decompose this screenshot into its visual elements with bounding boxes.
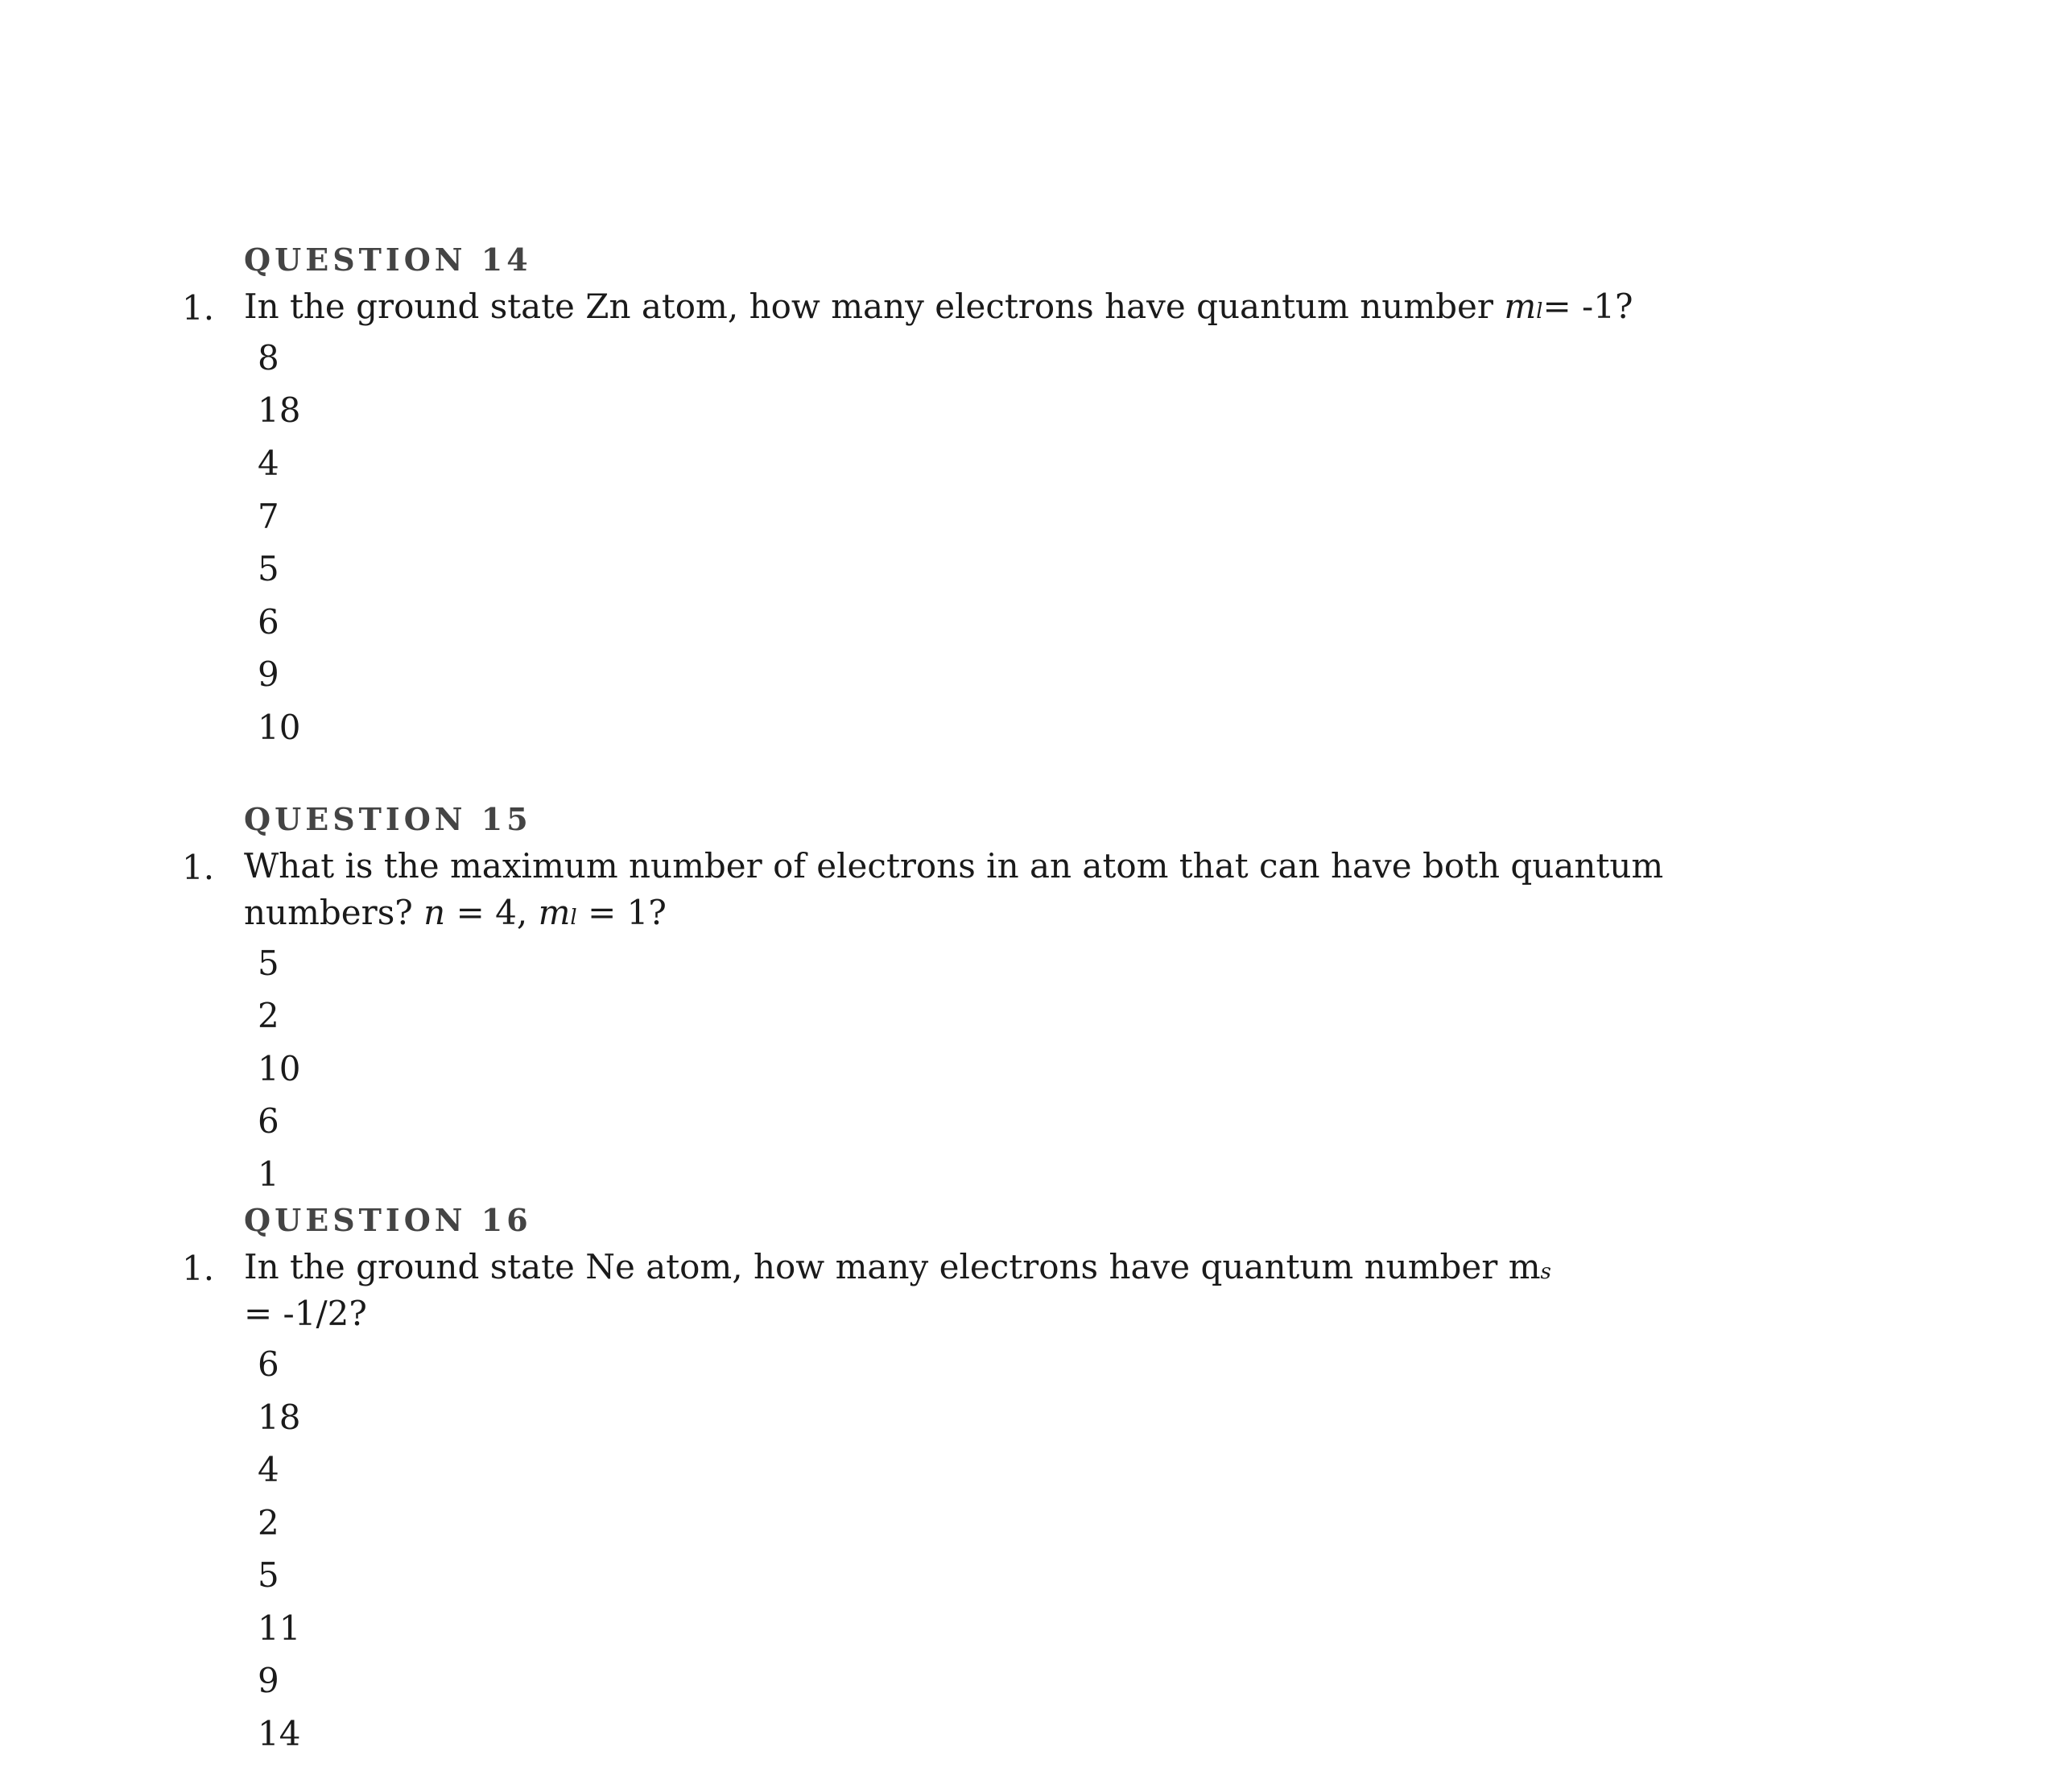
question-16-option: 2 <box>258 1503 279 1542</box>
question-15-option: 10 <box>258 1049 301 1088</box>
question-14-text <box>244 283 1633 335</box>
question-16-option: 5 <box>258 1555 279 1595</box>
question-14-option: 10 <box>258 708 301 747</box>
question-14-text-part1: In the ground state Zn atom, how many electrons have quantum number <box>244 287 1505 326</box>
question-14-option: 18 <box>258 390 301 430</box>
question-16-option: 6 <box>258 1344 279 1384</box>
question-16-option: 9 <box>258 1661 279 1700</box>
question-14-sub-l: l <box>1536 299 1543 324</box>
question-15-sub-l: l <box>570 906 577 930</box>
question-16-line1-text: In the ground state Ne atom, how many electrons have quantum number m <box>244 1247 1541 1286</box>
question-15-text-line1: What is the maximum number of electrons in an atom that can have both quantum <box>244 846 1664 886</box>
question-15-option: 5 <box>258 943 279 983</box>
question-16-option: 14 <box>258 1714 301 1753</box>
question-16-option: 18 <box>258 1398 301 1437</box>
question-15-number: 1. <box>182 848 215 887</box>
question-14-option: 7 <box>258 497 279 536</box>
question-14-number: 1. <box>182 288 215 328</box>
question-16-option: 11 <box>258 1608 301 1648</box>
question-15-text-line2 <box>244 890 667 941</box>
question-14-option: 6 <box>258 602 279 642</box>
question-16-number: 1. <box>182 1249 215 1288</box>
question-15-option: 1 <box>258 1154 279 1194</box>
question-15-option: 6 <box>258 1101 279 1141</box>
question-15-var-m: m <box>538 893 571 932</box>
question-14-option: 5 <box>258 549 279 588</box>
question-15-line2-part3: = 1? <box>576 893 667 932</box>
question-16-text-line2: = -1/2? <box>244 1294 367 1333</box>
question-15-heading: QUESTION 15 <box>244 801 532 837</box>
question-15-line2-part2: = 4, <box>445 893 539 932</box>
question-14-heading: QUESTION 14 <box>244 242 532 278</box>
question-16-sub-s: s <box>1540 1260 1551 1284</box>
question-15-var-n: n <box>423 893 446 932</box>
question-14-option: 8 <box>258 338 279 378</box>
question-14-var-m: m <box>1504 287 1537 326</box>
question-14-option: 4 <box>258 444 279 483</box>
question-16-text-line1 <box>244 1244 1551 1295</box>
question-14-text-part2: = -1? <box>1542 287 1633 326</box>
question-16-heading: QUESTION 16 <box>244 1202 532 1238</box>
question-15-option: 2 <box>258 996 279 1035</box>
question-14-option: 9 <box>258 654 279 694</box>
question-16-option: 4 <box>258 1450 279 1489</box>
question-15-line2-part1: numbers? <box>244 893 424 932</box>
